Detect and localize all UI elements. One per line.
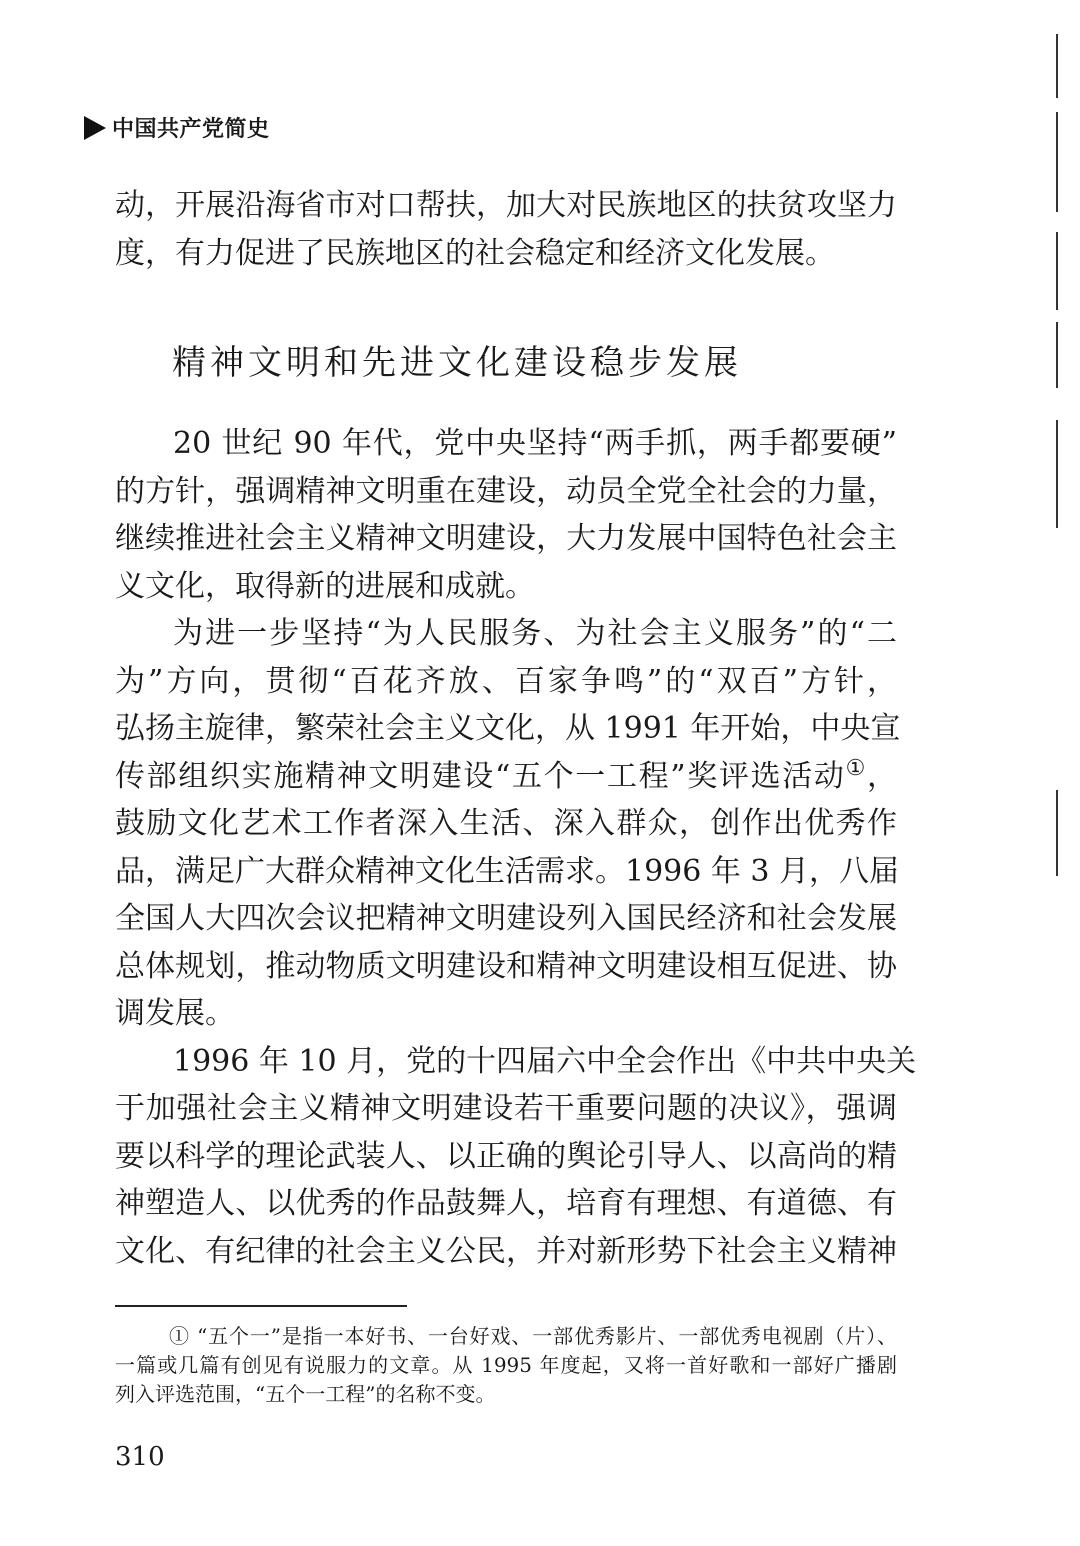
binding-edge-mark (1056, 34, 1058, 98)
binding-edge-mark (1056, 322, 1058, 388)
text-line: 鼓励文化艺术工作者深入生活、深入群众，创作出优秀作 (115, 806, 897, 841)
binding-edge-mark (1056, 112, 1058, 212)
triangle-arrow-icon (84, 116, 106, 140)
text-line-with-footnote (115, 753, 897, 801)
text-line: 总体规划，推动物质文明建设和精神文明建设相互促进、协 (115, 948, 897, 984)
text-line: 20 世纪 90 年代，党中央坚持“两手抓，两手都要硬” (173, 426, 897, 461)
text-line: 要以科学的理论武装人、以正确的舆论引导人、以高尚的精 (115, 1138, 897, 1174)
section-heading: 精神文明和先进文化建设稳步发展 (172, 343, 742, 383)
text-line: 弘扬主旋律，繁荣社会主义文化，从 1991 年开始，中央宣 (115, 711, 901, 746)
text-line: 神塑造人、以优秀的作品鼓舞人，培育有理想、有道德、有 (115, 1186, 897, 1221)
text-line: 度，有力促进了民族地区的社会稳定和经济文化发展。 (115, 235, 835, 271)
footnote-divider (115, 1305, 407, 1307)
running-header (84, 112, 270, 143)
main-body (115, 420, 917, 1275)
text-line: 于加强社会主义精神文明建设若干重要问题的决议》，强调 (115, 1091, 897, 1126)
page-number: 310 (115, 1442, 165, 1472)
footnote (115, 1322, 897, 1409)
text-line: 为”方向，贯彻“百花齐放、百家争鸣”的“双百”方针， (115, 663, 897, 699)
footnote-line: 一篇或几篇有创见有说服力的文章。从 1995 年度起，又将一首好歌和一部好广播剧 (115, 1353, 897, 1377)
text-line: 1996 年 10 月，党的十四届六中全会作出《中共中央关 (173, 1043, 917, 1079)
text-line: 继续推进社会主义精神文明建设，大力发展中国特色社会主 (115, 521, 897, 556)
binding-edge-mark (1056, 232, 1058, 310)
text-line: 调发展。 (115, 996, 235, 1031)
binding-edge-mark (1056, 790, 1058, 876)
footnote-line: 列入评选范围，“五个一工程”的名称不变。 (115, 1382, 496, 1406)
text-segment: 传部组织实施精神文明建设“五个一工程”奖评选活动 (115, 758, 846, 794)
text-segment: ， (866, 758, 897, 794)
footnote-line: ① “五个一”是指一本好书、一台好戏、一部优秀影片、一部优秀电视剧（片）、 (169, 1324, 897, 1348)
text-line: 的方针，强调精神文明重在建设，动员全党全社会的力量， (115, 473, 897, 509)
text-line: 品，满足广大群众精神文化生活需求。1996 年 3 月，八届 (115, 853, 900, 889)
text-line: 为进一步坚持“为人民服务、为社会主义服务”的“二 (173, 616, 897, 651)
text-line: 文化、有纪律的社会主义公民，并对新形势下社会主义精神 (115, 1233, 897, 1269)
intro-paragraph (115, 182, 897, 277)
text-line: 动，开展沿海省市对口帮扶，加大对民族地区的扶贫攻坚力 (115, 188, 897, 223)
text-line: 全国人大四次会议把精神文明建设列入国民经济和社会发展 (115, 901, 897, 936)
binding-edge-mark (1056, 420, 1058, 528)
footnote-marker[interactable]: ① (845, 755, 867, 781)
text-line: 义文化，取得新的进展和成就。 (115, 568, 535, 604)
book-title: 中国共产党简史 (112, 117, 270, 142)
